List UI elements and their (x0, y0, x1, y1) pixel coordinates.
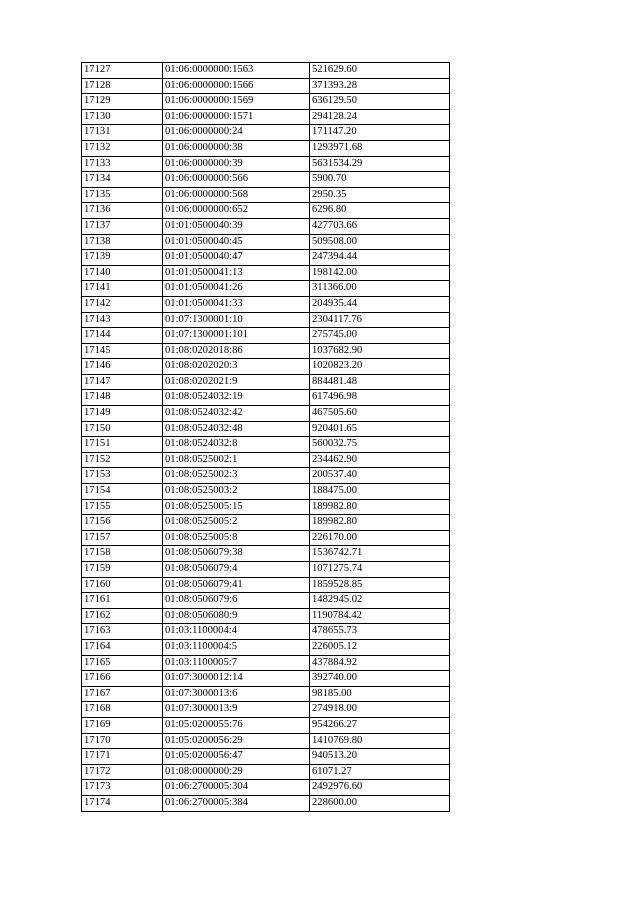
cadastral-number-cell: 01:08:0202021:9 (163, 374, 310, 390)
cadastral-number-cell: 01:08:0506079:4 (163, 562, 310, 578)
table-row (82, 296, 450, 312)
table-row (82, 452, 450, 468)
table-row (82, 187, 450, 203)
cadastral-number-cell: 01:05:0200055:76 (163, 717, 310, 733)
cadastral-number-cell: 01:07:3000013:6 (163, 686, 310, 702)
value-cell: 247394.44 (310, 250, 450, 266)
value-cell: 234462.90 (310, 452, 450, 468)
row-number-cell: 17143 (82, 312, 163, 328)
cadastral-number-cell: 01:08:0506080:9 (163, 608, 310, 624)
value-cell: 1410769.80 (310, 733, 450, 749)
row-number-cell: 17135 (82, 187, 163, 203)
row-number-cell: 17171 (82, 749, 163, 765)
row-number-cell: 17162 (82, 608, 163, 624)
row-number-cell: 17149 (82, 406, 163, 422)
row-number-cell: 17133 (82, 156, 163, 172)
row-number-cell: 17150 (82, 421, 163, 437)
cadastral-number-cell: 01:08:0202018:86 (163, 343, 310, 359)
cadastral-number-cell: 01:06:0000000:1563 (163, 63, 310, 79)
value-cell: 198142.00 (310, 265, 450, 281)
value-cell: 884481.48 (310, 374, 450, 390)
table-row (82, 671, 450, 687)
table-row (82, 312, 450, 328)
row-number-cell: 17170 (82, 733, 163, 749)
row-number-cell: 17165 (82, 655, 163, 671)
value-cell: 636129.50 (310, 94, 450, 110)
table-body (82, 63, 450, 812)
row-number-cell: 17168 (82, 702, 163, 718)
table-row (82, 250, 450, 266)
table-row (82, 468, 450, 484)
row-number-cell: 17142 (82, 296, 163, 312)
row-number-cell: 17130 (82, 109, 163, 125)
row-number-cell: 17145 (82, 343, 163, 359)
cadastral-number-cell: 01:06:0000000:39 (163, 156, 310, 172)
table-row (82, 546, 450, 562)
cadastral-number-cell: 01:06:0000000:1566 (163, 78, 310, 94)
value-cell: 274918.00 (310, 702, 450, 718)
table-row (82, 593, 450, 609)
row-number-cell: 17155 (82, 499, 163, 515)
cadastral-number-cell: 01:06:0000000:24 (163, 125, 310, 141)
cadastral-number-cell: 01:08:0525002:1 (163, 452, 310, 468)
value-cell: 200537.40 (310, 468, 450, 484)
value-cell: 275745.00 (310, 328, 450, 344)
value-cell: 1020823.20 (310, 359, 450, 375)
table-row (82, 655, 450, 671)
table-row (82, 374, 450, 390)
table-row (82, 764, 450, 780)
cadastral-number-cell: 01:06:0000000:652 (163, 203, 310, 219)
cadastral-number-cell: 01:08:0524032:8 (163, 437, 310, 453)
row-number-cell: 17140 (82, 265, 163, 281)
cadastral-number-cell: 01:08:0525005:8 (163, 530, 310, 546)
row-number-cell: 17160 (82, 577, 163, 593)
cadastral-number-cell: 01:08:0525005:2 (163, 515, 310, 531)
cadastral-number-cell: 01:07:1300001:101 (163, 328, 310, 344)
cadastral-number-cell: 01:06:0000000:568 (163, 187, 310, 203)
cadastral-number-cell: 01:08:0524032:48 (163, 421, 310, 437)
cadastral-number-cell: 01:01:0500041:13 (163, 265, 310, 281)
row-number-cell: 17169 (82, 717, 163, 733)
value-cell: 509508.00 (310, 234, 450, 250)
table-row (82, 359, 450, 375)
row-number-cell: 17138 (82, 234, 163, 250)
table-row (82, 749, 450, 765)
row-number-cell: 17134 (82, 172, 163, 188)
table-row (82, 406, 450, 422)
row-number-cell: 17128 (82, 78, 163, 94)
table-row (82, 140, 450, 156)
value-cell: 467505.60 (310, 406, 450, 422)
value-cell: 226005.12 (310, 639, 450, 655)
cadastral-number-cell: 01:08:0506079:6 (163, 593, 310, 609)
cadastral-number-cell: 01:08:0000000:29 (163, 764, 310, 780)
cadastral-number-cell: 01:01:0500040:47 (163, 250, 310, 266)
row-number-cell: 17136 (82, 203, 163, 219)
table-row (82, 172, 450, 188)
table-row (82, 624, 450, 640)
cadastral-number-cell: 01:07:1300001:10 (163, 312, 310, 328)
table-row (82, 639, 450, 655)
row-number-cell: 17147 (82, 374, 163, 390)
value-cell: 98185.00 (310, 686, 450, 702)
table-row (82, 265, 450, 281)
row-number-cell: 17161 (82, 593, 163, 609)
value-cell: 171147.20 (310, 125, 450, 141)
cadastral-number-cell: 01:01:0500040:39 (163, 218, 310, 234)
data-table (81, 62, 450, 812)
table-row (82, 717, 450, 733)
cadastral-number-cell: 01:03:1100004:5 (163, 639, 310, 655)
row-number-cell: 17131 (82, 125, 163, 141)
value-cell: 437884.92 (310, 655, 450, 671)
table-row (82, 156, 450, 172)
table-row (82, 484, 450, 500)
table-row (82, 686, 450, 702)
value-cell: 427703.66 (310, 218, 450, 234)
table-row (82, 203, 450, 219)
table-row (82, 421, 450, 437)
table-row (82, 795, 450, 811)
row-number-cell: 17144 (82, 328, 163, 344)
cadastral-number-cell: 01:01:0500041:26 (163, 281, 310, 297)
value-cell: 1190784.42 (310, 608, 450, 624)
row-number-cell: 17173 (82, 780, 163, 796)
value-cell: 189982.80 (310, 515, 450, 531)
value-cell: 617496.98 (310, 390, 450, 406)
value-cell: 1293971.68 (310, 140, 450, 156)
value-cell: 478655.73 (310, 624, 450, 640)
value-cell: 5900.70 (310, 172, 450, 188)
cadastral-number-cell: 01:08:0202020:3 (163, 359, 310, 375)
table-row (82, 234, 450, 250)
row-number-cell: 17157 (82, 530, 163, 546)
table-row (82, 281, 450, 297)
table-row (82, 390, 450, 406)
table-row (82, 343, 450, 359)
table-row (82, 499, 450, 515)
cadastral-number-cell: 01:08:0524032:19 (163, 390, 310, 406)
value-cell: 189982.80 (310, 499, 450, 515)
value-cell: 228600.00 (310, 795, 450, 811)
table-row (82, 63, 450, 79)
value-cell: 6296.80 (310, 203, 450, 219)
value-cell: 1859528.85 (310, 577, 450, 593)
value-cell: 2304117.76 (310, 312, 450, 328)
row-number-cell: 17141 (82, 281, 163, 297)
cadastral-number-cell: 01:03:1100004:4 (163, 624, 310, 640)
row-number-cell: 17156 (82, 515, 163, 531)
table-row (82, 780, 450, 796)
table-row (82, 109, 450, 125)
cadastral-number-cell: 01:08:0506079:38 (163, 546, 310, 562)
value-cell: 1037682.90 (310, 343, 450, 359)
value-cell: 560032.75 (310, 437, 450, 453)
cadastral-number-cell: 01:08:0506079:41 (163, 577, 310, 593)
value-cell: 940513.20 (310, 749, 450, 765)
row-number-cell: 17174 (82, 795, 163, 811)
cadastral-number-cell: 01:01:0500040:45 (163, 234, 310, 250)
table-row (82, 437, 450, 453)
table-row (82, 125, 450, 141)
row-number-cell: 17137 (82, 218, 163, 234)
row-number-cell: 17158 (82, 546, 163, 562)
row-number-cell: 17129 (82, 94, 163, 110)
cadastral-number-cell: 01:06:2700005:304 (163, 780, 310, 796)
table-row (82, 78, 450, 94)
value-cell: 954266.27 (310, 717, 450, 733)
table-row (82, 562, 450, 578)
row-number-cell: 17166 (82, 671, 163, 687)
table-row (82, 733, 450, 749)
cadastral-number-cell: 01:06:2700005:384 (163, 795, 310, 811)
table-row (82, 94, 450, 110)
value-cell: 294128.24 (310, 109, 450, 125)
table-row (82, 515, 450, 531)
cadastral-number-cell: 01:07:3000013:9 (163, 702, 310, 718)
cadastral-number-cell: 01:06:0000000:566 (163, 172, 310, 188)
row-number-cell: 17146 (82, 359, 163, 375)
row-number-cell: 17132 (82, 140, 163, 156)
row-number-cell: 17159 (82, 562, 163, 578)
value-cell: 521629.60 (310, 63, 450, 79)
value-cell: 61071.27 (310, 764, 450, 780)
value-cell: 2950.35 (310, 187, 450, 203)
cadastral-number-cell: 01:06:0000000:38 (163, 140, 310, 156)
cadastral-number-cell: 01:05:0200056:29 (163, 733, 310, 749)
value-cell: 226170.00 (310, 530, 450, 546)
row-number-cell: 17153 (82, 468, 163, 484)
row-number-cell: 17139 (82, 250, 163, 266)
value-cell: 392740.00 (310, 671, 450, 687)
row-number-cell: 17148 (82, 390, 163, 406)
value-cell: 311366.00 (310, 281, 450, 297)
cadastral-number-cell: 01:08:0525005:15 (163, 499, 310, 515)
value-cell: 920401.65 (310, 421, 450, 437)
table-row (82, 577, 450, 593)
value-cell: 1482945.02 (310, 593, 450, 609)
row-number-cell: 17163 (82, 624, 163, 640)
value-cell: 2492976.60 (310, 780, 450, 796)
value-cell: 1071275.74 (310, 562, 450, 578)
row-number-cell: 17167 (82, 686, 163, 702)
cadastral-number-cell: 01:08:0525002:3 (163, 468, 310, 484)
row-number-cell: 17152 (82, 452, 163, 468)
value-cell: 371393.28 (310, 78, 450, 94)
row-number-cell: 17164 (82, 639, 163, 655)
table-row (82, 702, 450, 718)
cadastral-number-cell: 01:08:0525003:2 (163, 484, 310, 500)
row-number-cell: 17172 (82, 764, 163, 780)
row-number-cell: 17151 (82, 437, 163, 453)
row-number-cell: 17127 (82, 63, 163, 79)
table-row (82, 218, 450, 234)
table-row (82, 328, 450, 344)
cadastral-number-cell: 01:07:3000012:14 (163, 671, 310, 687)
table-row (82, 608, 450, 624)
cadastral-number-cell: 01:06:0000000:1569 (163, 94, 310, 110)
value-cell: 5631534.29 (310, 156, 450, 172)
cadastral-number-cell: 01:05:0200056:47 (163, 749, 310, 765)
cadastral-number-cell: 01:01:0500041:33 (163, 296, 310, 312)
cadastral-number-cell: 01:03:1100005:7 (163, 655, 310, 671)
cadastral-number-cell: 01:08:0524032:42 (163, 406, 310, 422)
value-cell: 188475.00 (310, 484, 450, 500)
cadastral-number-cell: 01:06:0000000:1571 (163, 109, 310, 125)
table-row (82, 530, 450, 546)
value-cell: 204935.44 (310, 296, 450, 312)
row-number-cell: 17154 (82, 484, 163, 500)
value-cell: 1536742.71 (310, 546, 450, 562)
